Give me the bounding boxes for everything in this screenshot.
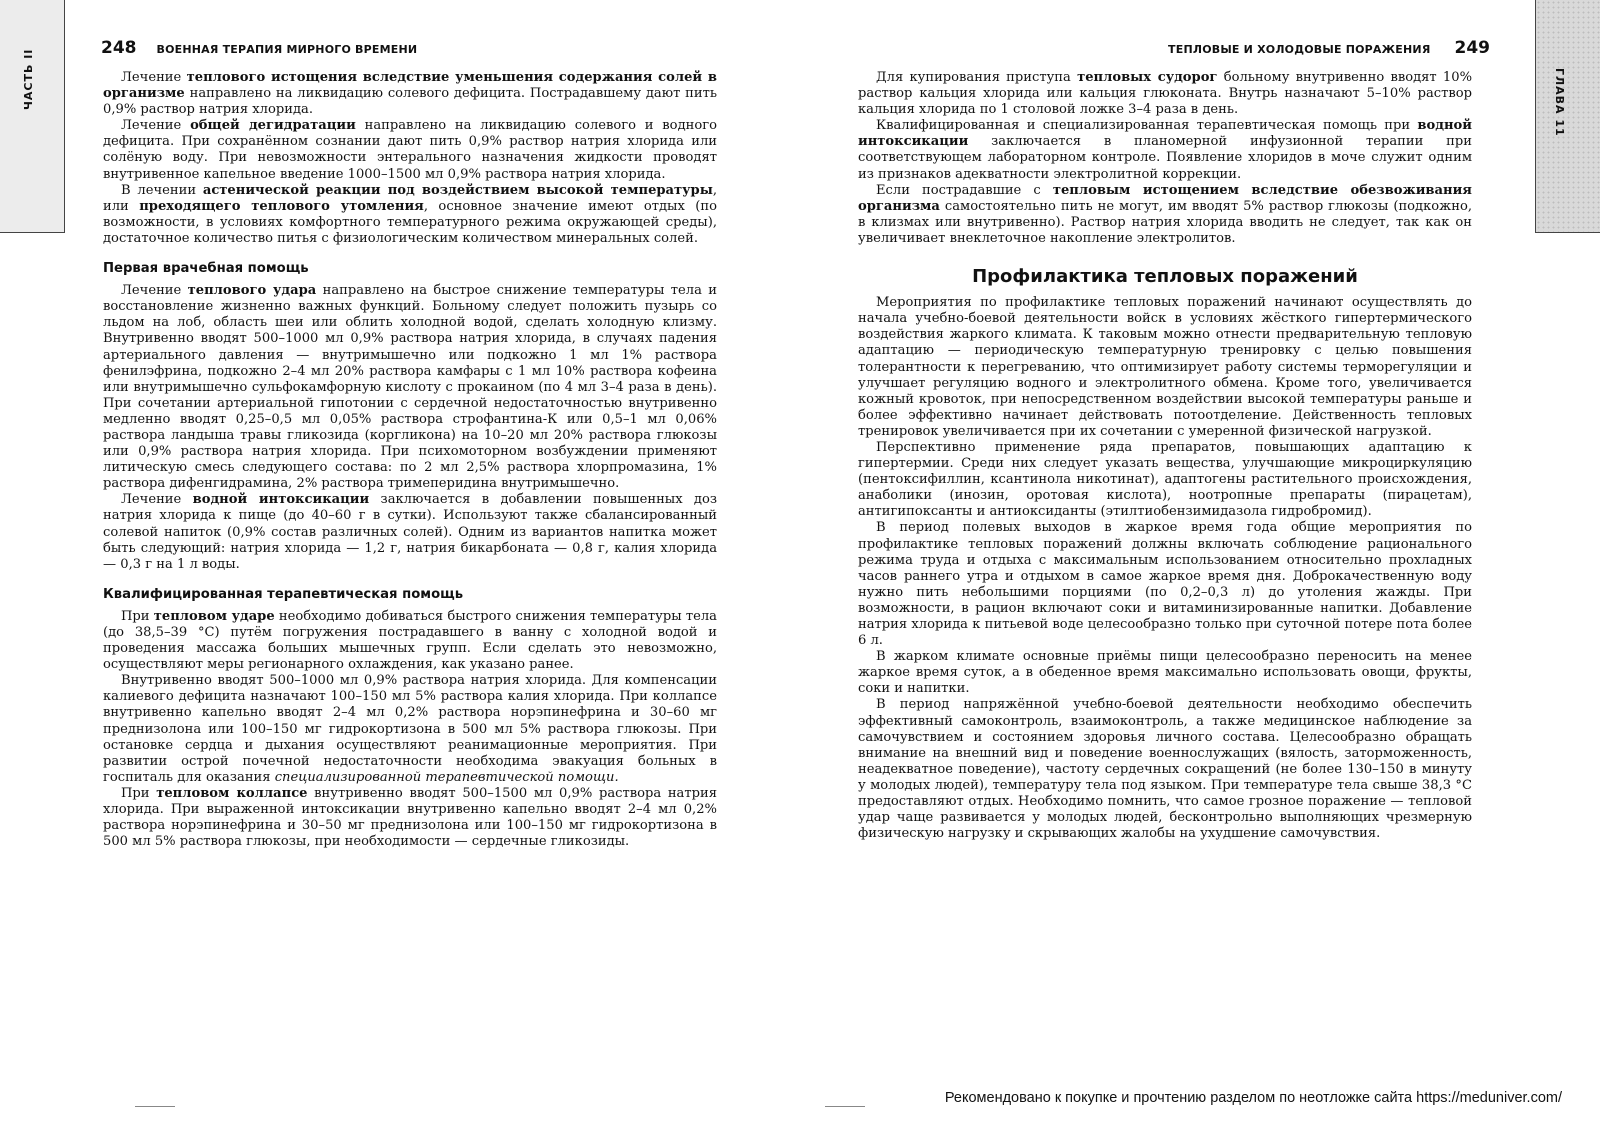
part-side-tab	[0, 0, 65, 233]
paragraph: Для купирования приступа тепловых судорог больному внутривенно вводят 10% раствор кальция хлорида или кальция глюконата. Внутрь назначают 5–10% раствор кальция хлорида по 1 столовой ложке 3–4 раза в день.	[858, 70, 1473, 118]
paragraph: В период полевых выходов в жаркое время года общие мероприятия по профилактике тепловых поражений должны включать соблюдение рационального режима труда и отдыха с максимальным использованием относительно прохладных часов раннего утра и отдыхом в самое жаркое время дня. Доброкачественную воду нужно пить небольшими порциями (по 0,2–0,3 л) до утоления жажды. При возможности, в рацион включают соки и витаминизированные напитки. Добавление натрия хлорида к питьевой воде целесообразно только при суточной потере пота более 6 л.	[858, 520, 1472, 649]
right-page-header	[1168, 38, 1490, 58]
left-running-header: ВОЕННАЯ ТЕРАПИЯ МИРНОГО ВРЕМЕНИ	[156, 43, 418, 56]
left-page-header	[101, 38, 417, 58]
left-page-number: 248	[101, 38, 137, 58]
paragraph: Квалифицированная и специализированная терапевтическая помощь при водной интоксикации заключается в планомерной инфузионной терапии при соответствующем лабораторном контроле. Появление хлоридов в моче служит одним из признаков адекватности электролитной коррекции.	[858, 118, 1472, 182]
subheading-first-aid: Первая врачебная помощь	[103, 261, 309, 277]
paragraph: Лечение теплового истощения вследствие уменьшения содержания солей в организме направлено на ликвидацию солевого дефицита. Пострадавшему дают пить 0,9% раствор натрия хлорида.	[103, 70, 717, 118]
right-text-column	[858, 70, 1472, 842]
right-running-header: ТЕПЛОВЫЕ И ХОЛОДОВЫЕ ПОРАЖЕНИЯ	[1168, 43, 1431, 56]
paragraph: При тепловом ударе необходимо добиваться быстрого снижения температуры тела (до 38,5–39 °С) путём погружения пострадавшего в ванну с холодной водой и проведения массажа больших мышечных групп. Если сделать это невозможно, осуществляют меры регионарного охлаждения, как указано ранее.	[103, 608, 717, 673]
right-page-number: 249	[1454, 38, 1490, 58]
paragraph: Лечение общей дегидратации направлено на ликвидацию солевого и водного дефицита. При сохранённом сознании дают пить 0,9% раствор натрия хлорида или солёную воду. При невозможности энтерального назначения жидкости проводят внутривенное капельное введение 1000–1500 мл 0,9% раствора натрия хлорида.	[103, 118, 717, 182]
chapter-side-tab	[1535, 0, 1600, 233]
page-edge-line	[135, 1106, 175, 1107]
paragraph: Лечение водной интоксикации заключается в добавлении повышенных доз натрия хлорида к пище (до 40–60 г в сутки). Используют также сбалансированный солевой напиток (0,9% состав различных солей). Одним из вариантов напитка может быть следующий: натрия хлорида — 1,2 г, натрия бикарбоната — 0,8 г, калия хлорида — 0,3 г на 1 л воды.	[103, 492, 717, 572]
right-page	[820, 0, 1600, 1136]
paragraph: В лечении астенической реакции под воздействием высокой температуры, или преходящего теплового утомления, основное значение имеют отдых (по возможности, в условиях комфортного температурного режима окружающей среды), достаточное количество питья с физиологическим количеством минеральных солей.	[103, 182, 717, 246]
part-label: ЧАСТЬ II	[22, 48, 35, 110]
paragraph: Если пострадавшие с тепловым истощением вследствие обезвоживания организма самостоятельно пить не могут, им вводят 5% раствор глюкозы (подкожно, в клизмах или внутривенно). Раствор натрия хлорида вводить не следует, так как он увеличивает внеклеточное накопление электролитов.	[858, 182, 1472, 246]
left-page	[0, 0, 760, 1136]
paragraph: В период напряжённой учебно-боевой деятельности необходимо обеспечить эффективный самоконтроль, взаимоконтроль, а также медицинское наблюдение за самочувствием и состоянием здоровья личного состава. Целесообразно обращать внимание на внешний вид и поведение военнослужащих (вялость, заторможенность, неадекватное поведение), частоту сердечных сокращений (не более 130–150 в минуту у молодых людей), температуру тела под языком. При температуре тела свыше 38,3 °С предоставляют отдых. Необходимо помнить, что самое грозное поражение — тепловой удар чаще развивается у молодых людей, бесконтрольно выполняющих чрезмерную физическую нагрузку и скрывающих жалобы на ухудшение самочувствия.	[858, 697, 1472, 842]
left-text-column	[103, 70, 717, 850]
chapter-label: ГЛАВА 11	[1553, 68, 1566, 137]
paragraph: Перспективно применение ряда препаратов, повышающих адаптацию к гипертермии. Среди них следует указать вещества, улучшающие микроциркуляцию (пентоксифиллин, ксантинола никотинат), адаптогены растительного происхождения, анаболики (инозин, оротовая кислота), ноотропные препараты (пирацетам), антигипоксанты и антиоксиданты (этилтиобензимидазола гидробромид).	[858, 439, 1472, 520]
paragraph: Лечение теплового удара направлено на быстрое снижение температуры тела и восстановление жизненно важных функций. Больному следует положить пузырь со льдом на лоб, область шеи или облить холодной водой, сделать холодную клизму. Внутривенно вводят 500–1000 мл 0,9% раствора натрия хлорида, в случаях падения артериального давления — внутримышечно или подкожно 1 мл 1% раствора фенилэфрина, подкожно 2–4 мл 20% раствора камфары с 1 мл 10% раствора кофеина или внутримышечно сульфокамфорную кислоту с прокаином (по 4 мл 3–4 раза в день). При сочетании артериальной гипотонии с сердечной недостаточностью внутривенно медленно вводят 0,25–0,5 мл 0,05% раствора строфантина-К или 0,5–1 мл 0,06% раствора ландыша травы гликозида (коргликона) на 10–20 мл 20% раствора глюкозы или 0,9% раствора натрия хлорида. При психомоторном возбуждении применяют литическую смесь следующего состава: по 2 мл 2,5% раствора хлорпромазина, 1% раствора дифенгидрамина, 2% раствора тримеперидина внутримышечно.	[103, 283, 718, 492]
paragraph: В жарком климате основные приёмы пищи целесообразно переносить на менее жаркое время суток, а в обеденное время максимально использовать овощи, фрукты, соки и напитки.	[858, 649, 1472, 697]
paragraph: Внутривенно вводят 500–1000 мл 0,9% раствора натрия хлорида. Для компенсации калиевого дефицита назначают 100–150 мл 5% раствора калия хлорида. При коллапсе внутривенно капельно вводят 2–4 мл 0,2% раствора норэпинефрина и 30–60 мг преднизолона или 100–150 мг гидрокортизона в 500 мл 5% раствора глюкозы. При остановке сердца и дыхания осуществляют реанимационные мероприятия. При развитии острой почечной недостаточности необходима эвакуация больных в госпиталь для оказания специализированной терапевтической помощи.	[103, 673, 717, 785]
page-edge-line	[825, 1106, 865, 1107]
paragraph: Мероприятия по профилактике тепловых поражений начинают осуществлять до начала учебно-боевой деятельности войск в условиях жёсткого гипертермического воздействия жаркого климата. К таковым можно отнести предварительную тепловую адаптацию — периодическую температурную тренировку с целью повышения толерантности к перегреванию, что оптимизирует работу системы терморегуляции и улучшает регуляцию водного и электролитного обмена. Кроме того, увеличивается кожный кровоток, при непосредственном воздействии высокой температуры раньше и более эффективно начинает действовать потоотделение. Действенность тепловых тренировок увеличивается при их сочетании с умеренной физической нагрузкой.	[858, 295, 1472, 439]
footer-recommendation: Рекомендовано к покупке и прочтению разделом по неотложке сайта https://meduniver.com/	[944, 1090, 1562, 1106]
section-title: Профилактика тепловых поражений	[972, 266, 1358, 288]
paragraph: При тепловом коллапсе внутривенно вводят 500–1500 мл 0,9% раствора натрия хлорида. При выраженной интоксикации внутривенно капельно вводят 2–4 мл 0,2% раствора норэпинефрина и 30–50 мг преднизолона или 100–150 мг гидрокортизона в 500 мл 5% раствора глюкозы, при необходимости — сердечные гликозиды.	[103, 785, 717, 850]
subheading-qualified-care: Квалифицированная терапевтическая помощь	[103, 586, 464, 602]
